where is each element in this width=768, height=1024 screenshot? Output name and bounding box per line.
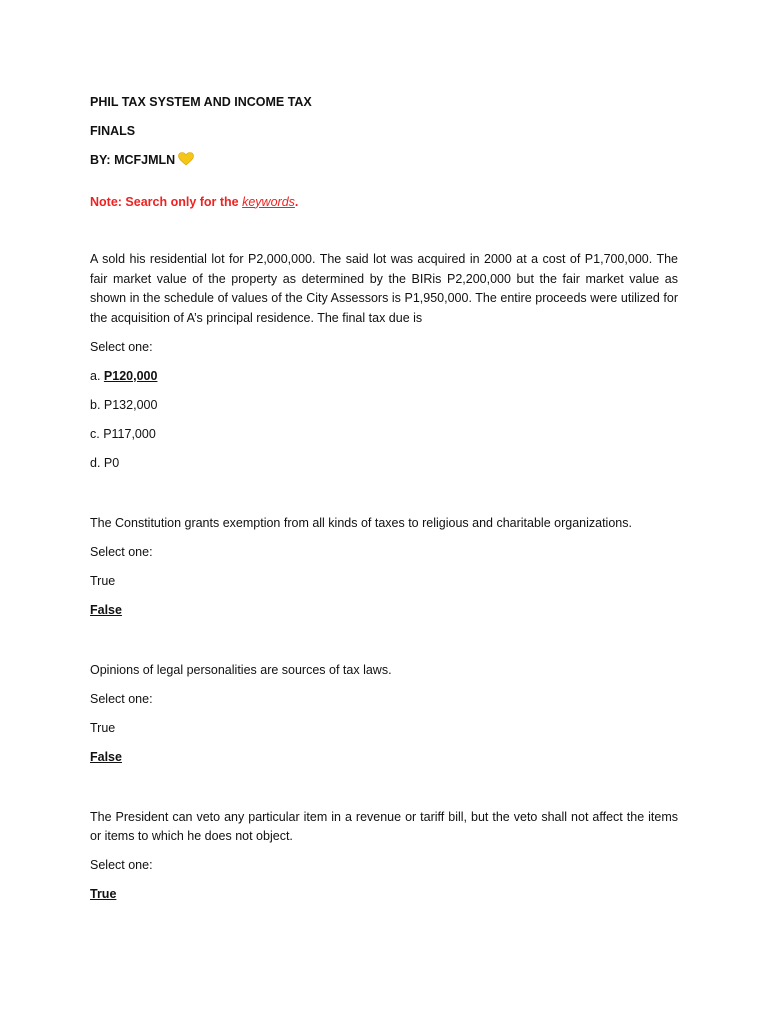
note-keyword: keywords [242, 194, 295, 209]
document-content [90, 93, 678, 914]
spacer [90, 777, 678, 808]
note-prefix: Note: Search only for the [90, 194, 243, 209]
question-2-prompt: Select one: [90, 544, 153, 559]
spacer [90, 483, 678, 514]
yellow-heart-icon [178, 152, 194, 166]
option-a-answer: P120,000 [103, 368, 158, 383]
question-1-option-d: d. P0 [90, 455, 120, 470]
spacer [90, 630, 678, 661]
question-2-option-false-answer: False [90, 602, 122, 617]
document-subtitle: FINALS [90, 124, 136, 138]
note-suffix: . [294, 194, 299, 209]
question-2-text: The Constitution grants exemption from all kinds of taxes to religious and charitable organizations. [90, 515, 632, 530]
question-3-option-true: True [90, 720, 116, 735]
question-1-text: A sold his residential lot for P2,000,000. The said lot was acquired in 2000 at a cost of P1,700,000. The fair market value of the property as determined by the BIRis P2,200,000 but the fair market value as shown in the schedule of values of the City Assessors is P1,950,000. The entire proceeds were utilized for the acquisition of A’s principal residence. The final tax due is [90, 252, 678, 325]
question-1-option-c: c. P117,000 [90, 426, 156, 441]
search-note [90, 193, 678, 213]
question-1-option-a [90, 367, 678, 387]
document-title: PHIL TAX SYSTEM AND INCOME TAX [90, 95, 312, 109]
question-2-option-true: True [90, 573, 116, 588]
question-3-prompt: Select one: [90, 691, 153, 706]
question-1-option-b: b. P132,000 [90, 397, 158, 412]
question-3-option-false-answer: False [90, 749, 122, 764]
byline-text: BY: MCFJMLN [90, 153, 176, 167]
question-3-text: Opinions of legal personalities are sources of tax laws. [90, 662, 392, 677]
byline [90, 151, 678, 171]
question-4-prompt: Select one: [90, 858, 153, 872]
option-a-letter: a. [90, 368, 104, 383]
question-4-text: The President can veto any particular item in a revenue or tariff bill, but the veto shall not affect the items or items to which he does not object. [90, 809, 678, 843]
question-1-prompt: Select one: [90, 339, 153, 354]
question-4-option-true-answer: True [90, 887, 117, 901]
